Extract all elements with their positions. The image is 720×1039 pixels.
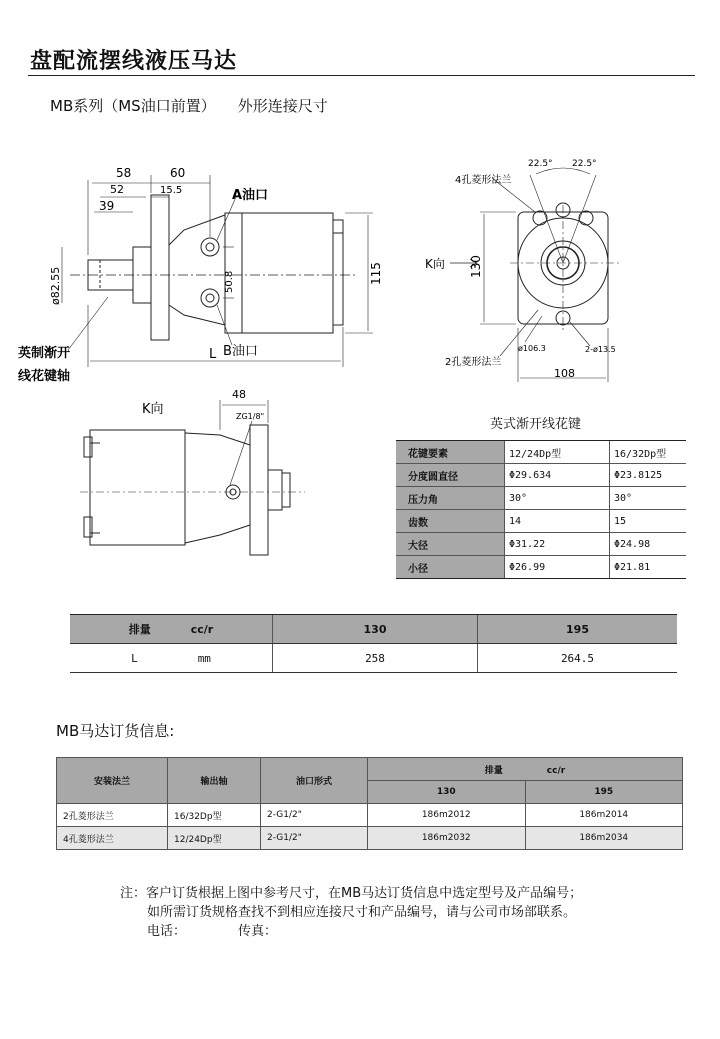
displacement-unit: cc/r: [546, 765, 566, 776]
L-130: 258: [273, 644, 478, 673]
cell-24dp: Φ31.22: [505, 533, 610, 556]
displacement-label: 排量: [128, 623, 151, 636]
end-view-drawing: [420, 150, 635, 385]
cell-32dp: 30°: [610, 487, 687, 510]
table-row: [70, 644, 677, 673]
shaft-label-line1: 英制渐开: [18, 346, 71, 361]
table-row: [57, 827, 683, 850]
displacement-unit: cc/r: [190, 623, 214, 636]
row-header: 压力角: [396, 487, 505, 510]
order-section-title: MB马达订货信息:: [56, 722, 175, 740]
port-b-label: B油口: [223, 344, 258, 359]
k-body: [90, 430, 185, 545]
table-row: [396, 487, 686, 510]
header-195: 195: [478, 615, 678, 644]
flange-4-label: 4孔菱形法兰: [455, 175, 512, 186]
row-header: 花键要素: [396, 441, 505, 464]
k-view-title: K向: [142, 402, 164, 417]
subtitle-dimensions: 外形连接尺寸: [237, 97, 328, 115]
dim-58: 58: [116, 166, 132, 180]
L-label: L: [131, 651, 138, 665]
flange-2-label: 2孔菱形法兰: [445, 357, 502, 368]
cell-code-195: 186m2034: [525, 827, 683, 850]
header-displacement: [70, 615, 273, 644]
cell-flange: 4孔菱形法兰: [57, 827, 168, 850]
shaft-label-line2: 线花键轴: [18, 369, 71, 384]
cell-24dp: Φ29.634: [505, 464, 610, 487]
header-130: 130: [368, 781, 526, 804]
row-header: 大径: [396, 533, 505, 556]
header-flange: 安装法兰: [57, 758, 168, 804]
table-row: [396, 464, 686, 487]
table-row: [396, 510, 686, 533]
spline-spec-table: [396, 440, 686, 579]
cell-code-130: 186m2032: [368, 827, 526, 850]
cell-24dp: Φ26.99: [505, 556, 610, 579]
header-195: 195: [525, 781, 683, 804]
port-b-circle: [201, 289, 219, 307]
L-195: 264.5: [478, 644, 678, 673]
k-view-arrow-label: K向: [425, 257, 445, 271]
dim-60: 60: [170, 166, 186, 180]
cell-32dp: 16/32Dp型: [610, 441, 687, 464]
table-row: [396, 441, 686, 464]
table-header-row: [70, 615, 677, 644]
cell-flange: 2孔菱形法兰: [57, 804, 168, 827]
note-line-2: 如所需订货规格查找不到相应连接尺寸和产品编号，请与公司市场部联系。: [147, 905, 577, 920]
cell-32dp: Φ23.8125: [610, 464, 687, 487]
k-view-drawing: [80, 385, 310, 570]
table-row: [57, 804, 683, 827]
dim-52: 52: [110, 183, 124, 196]
cell-32dp: Φ21.81: [610, 556, 687, 579]
front-view-drawing: [10, 155, 400, 390]
port-a-label: A油口: [232, 188, 269, 203]
title-rule: [28, 75, 695, 76]
motor-body: [225, 213, 333, 333]
row-header: 小径: [396, 556, 505, 579]
dim-39: 39: [99, 199, 115, 213]
order-table: [56, 757, 683, 850]
L-unit: mm: [197, 651, 211, 665]
mounting-flange: [151, 195, 169, 340]
dim-115: 115: [369, 262, 383, 285]
row-label-L: [70, 644, 273, 673]
angle-right: 22.5°: [572, 159, 597, 169]
note-line-1: 注：客户订货根据上图中参考尺寸，在MB马达订货信息中选定型号及产品编号；: [120, 886, 583, 901]
header-displacement: [368, 758, 683, 781]
angle-left: 22.5°: [528, 159, 553, 169]
header-130: 130: [273, 615, 478, 644]
cell-24dp: 14: [505, 510, 610, 533]
cell-24dp: 12/24Dp型: [505, 441, 610, 464]
dim-130: 130: [469, 255, 483, 278]
cell-shaft: 16/32Dp型: [168, 804, 261, 827]
page-title: 盘配流摆线液压马达: [30, 49, 238, 74]
thread-label: ZG1/8": [236, 412, 265, 421]
cell-32dp: 15: [610, 510, 687, 533]
dim-dia-82-55: ø82.55: [49, 266, 62, 305]
cell-32dp: Φ24.98: [610, 533, 687, 556]
cell-code-130: 186m2012: [368, 804, 526, 827]
dim-108: 108: [554, 367, 575, 380]
table-header-row: [57, 758, 683, 781]
page-subtitle: [50, 95, 328, 116]
k-flange: [250, 425, 268, 555]
order-note: [120, 884, 582, 941]
subtitle-series: MB系列（MS油口前置）: [50, 97, 216, 115]
port-a-circle: [201, 238, 219, 256]
header-port: 油口形式: [261, 758, 368, 804]
table-row: [396, 533, 686, 556]
displacement-label: 排量: [484, 765, 503, 776]
note-contact: [120, 922, 582, 941]
table-row: [396, 556, 686, 579]
cell-shaft: 12/24Dp型: [168, 827, 261, 850]
cell-code-195: 186m2014: [525, 804, 683, 827]
header-shaft: 输出轴: [168, 758, 261, 804]
note-fax: 传真：: [238, 924, 278, 939]
dim-hole: 2-ø13.5: [585, 345, 616, 354]
dim-15-5: 15.5: [160, 185, 183, 196]
dim-L: L: [209, 347, 217, 362]
row-header: 分度圆直径: [396, 464, 505, 487]
displacement-table: [70, 614, 677, 673]
note-tel: 电话：: [147, 924, 187, 939]
dim-48: 48: [232, 388, 246, 401]
cell-24dp: 30°: [505, 487, 610, 510]
dim-106-3: ø106.3: [518, 344, 546, 353]
row-header: 齿数: [396, 510, 505, 533]
spline-table-title: 英式渐开线花键: [490, 417, 582, 432]
dim-50-8: 50.8: [224, 270, 235, 293]
cell-port: 2-G1/2": [261, 827, 368, 850]
cell-port: 2-G1/2": [261, 804, 368, 827]
